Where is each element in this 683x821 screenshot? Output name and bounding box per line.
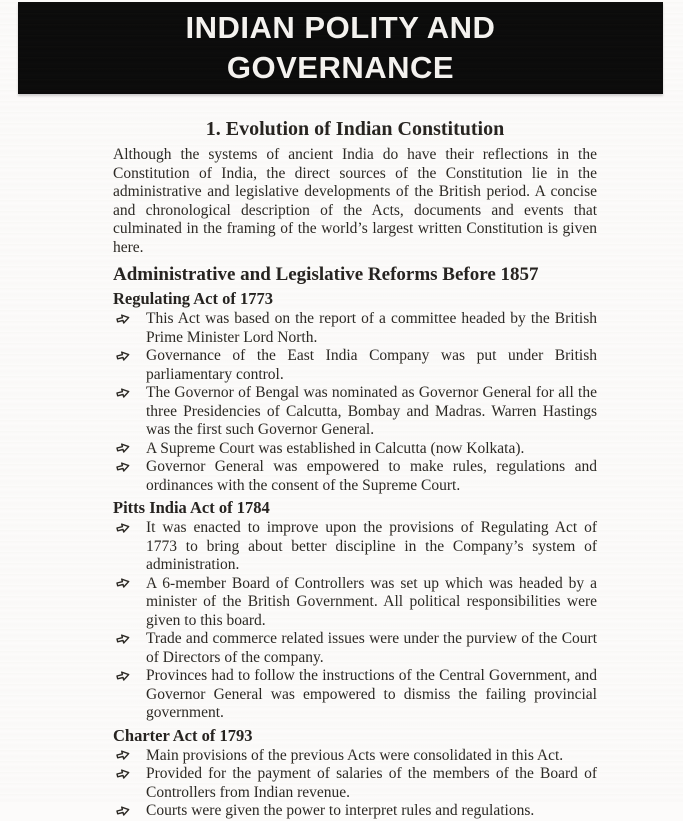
bullet-item	[113, 667, 597, 723]
arrow-bullet-icon	[116, 313, 130, 326]
bullet-item	[113, 440, 597, 459]
bullet-text: A Supreme Court was established in Calcutta (now Kolkata).	[146, 439, 525, 457]
arrow-bullet-icon	[116, 768, 130, 781]
bullet-list-regulating-1773	[113, 310, 597, 495]
bullet-item	[113, 765, 597, 802]
intro-paragraph: Although the systems of ancient India do have their reflections in the Constitution of India, the direct sources of the Constitution lie in the administrative and legislative developments of the British period. A concise and chronological description of the Acts, documents and events that culminated in the framing of the world’s largest written Constitution is given here.	[113, 146, 597, 256]
chapter-title-line1: INDIAN POLITY AND	[185, 10, 496, 45]
act-heading-pitts-1784: Pitts India Act of 1784	[113, 498, 270, 517]
arrow-bullet-icon	[116, 633, 130, 646]
arrow-bullet-icon	[116, 577, 130, 590]
bullet-item	[113, 575, 597, 631]
reforms-heading: Administrative and Legislative Reforms Before 1857	[113, 264, 539, 285]
bullet-text: This Act was based on the report of a committee headed by the British Prime Minister Lord North.	[146, 310, 597, 346]
section-title: 1. Evolution of Indian Constitution	[205, 118, 505, 140]
bullet-text: Trade and commerce related issues were under the purview of the Court of Directors of the company.	[146, 630, 597, 666]
bullet-text: A 6-member Board of Controllers was set up which was headed by a minister of the British Government. All political responsibilities were given to this board.	[146, 574, 597, 629]
chapter-title-line2: GOVERNANCE	[226, 50, 455, 85]
bullet-item	[113, 347, 597, 384]
bullet-text: Provinces had to follow the instructions of the Central Government, and Governor General was empowered to dismiss the failing provincial government.	[146, 667, 597, 721]
bullet-item	[113, 802, 597, 821]
bullet-item	[113, 458, 597, 495]
page-content	[113, 118, 597, 821]
chapter-title	[186, 8, 496, 88]
book-page	[0, 2, 683, 821]
arrow-bullet-icon	[116, 522, 130, 535]
bullet-item	[113, 630, 597, 667]
arrow-bullet-icon	[116, 442, 130, 455]
bullet-text: It was enacted to improve upon the provisions of Regulating Act of 1773 to bring about better discipline in the Company’s system of administration.	[146, 519, 597, 573]
bullet-list-charter-1793	[113, 747, 597, 821]
bullet-text: The Governor of Bengal was nominated as Governor General for all the three Presidencies of Calcutta, Bombay and Madras. Warren Hastings was the first such Governor General.	[146, 384, 597, 438]
act-heading-regulating-1773: Regulating Act of 1773	[113, 289, 273, 308]
bullet-text: Provided for the payment of salaries of the members of the Board of Controllers from Indian revenue.	[146, 765, 597, 801]
bullet-text: Governance of the East India Company was put under British parliamentary control.	[146, 347, 597, 383]
arrow-bullet-icon	[116, 749, 130, 762]
arrow-bullet-icon	[116, 350, 130, 363]
bullet-text: Main provisions of the previous Acts were consolidated in this Act.	[146, 746, 564, 764]
bullet-item	[113, 384, 597, 440]
chapter-title-banner	[18, 2, 663, 94]
arrow-bullet-icon	[116, 461, 130, 474]
arrow-bullet-icon	[116, 670, 130, 683]
arrow-bullet-icon	[116, 387, 130, 400]
bullet-item	[113, 519, 597, 575]
bullet-item	[113, 747, 597, 766]
bullet-text: Governor General was empowered to make rules, regulations and ordinances with the consent of the Supreme Court.	[146, 458, 597, 494]
bullet-item	[113, 310, 597, 347]
bullet-text: Courts were given the power to interpret rules and regulations.	[146, 802, 535, 819]
bullet-list-pitts-1784	[113, 519, 597, 723]
arrow-bullet-icon	[116, 805, 130, 818]
act-heading-charter-1793: Charter Act of 1793	[113, 725, 253, 745]
